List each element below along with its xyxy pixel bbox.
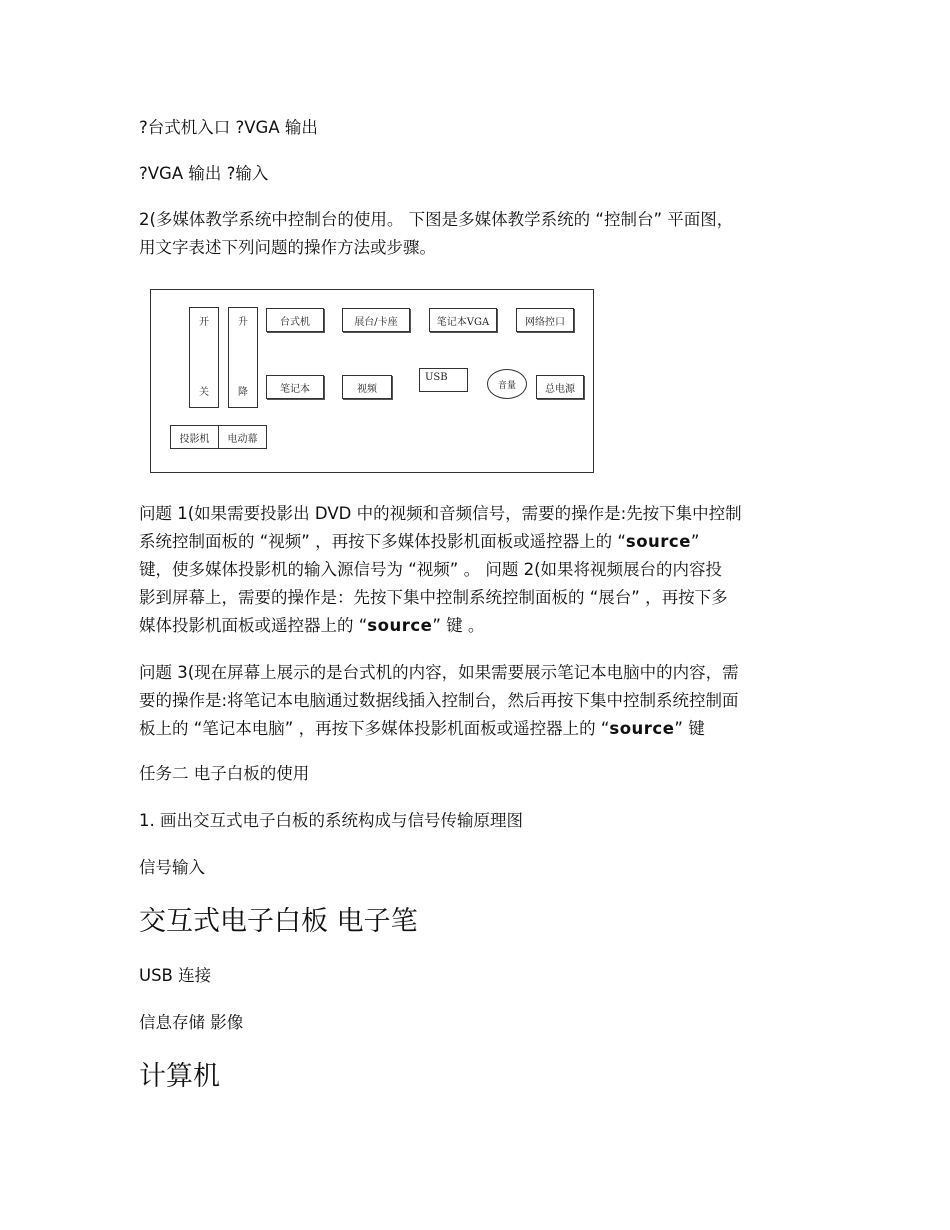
laptop-vga-button: 笔记本VGA xyxy=(429,308,497,332)
item-1-text: 1. 画出交互式电子白板的系统构成与信号传输原理图 xyxy=(139,811,523,830)
network-port-button: 网络控口 xyxy=(516,308,574,332)
question-2-line-2: 用文字表述下列问题的操作方法或步骤。 xyxy=(139,238,436,257)
p1-line-c: 键，使多媒体投影机的输入源信号为 “视频” 。 问题 2(如果将视频展台的内容投 xyxy=(139,560,723,579)
projector-button: 投影机 xyxy=(170,425,219,449)
source-keyword: source xyxy=(609,719,675,738)
p1-line-b-text: 系统控制面板的 “视频” ，再按下多媒体投影机面板或遥控器上的 “ xyxy=(139,532,626,551)
switch-top-label: 开 xyxy=(199,317,209,328)
console-diagram xyxy=(150,289,594,473)
text-line-vga-output: ?VGA 输出 ?输入 xyxy=(139,164,269,183)
question-2-intro xyxy=(139,206,811,262)
volume-knob: 音量 xyxy=(487,369,527,399)
p1-line-b-quote: ” xyxy=(690,532,700,551)
questions-1-2-paragraph xyxy=(139,500,811,640)
usb-port: USB xyxy=(419,368,468,392)
signal-input-label: 信号输入 xyxy=(139,858,205,877)
p2-line-c xyxy=(139,715,811,743)
master-power-button: 总电源 xyxy=(536,375,584,399)
booth-deck-button: 展台/卡座 xyxy=(342,308,410,332)
whiteboard-pen-heading: 交互式电子白板 电子笔 xyxy=(139,906,418,937)
p2-line-b: 要的操作是:将笔记本电脑通过数据线插入控制台，然后再按下集中控制系统控制面 xyxy=(139,691,739,710)
lift-bottom-label: 降 xyxy=(238,387,248,398)
video-button: 视频 xyxy=(342,375,392,399)
p1-line-a: 问题 1(如果需要投影出 DVD 中的视频和音频信号，需要的操作是:先按下集中控制 xyxy=(139,504,742,523)
p1-line-e xyxy=(139,612,811,640)
screen-button: 电动幕 xyxy=(218,425,267,449)
usb-connect-label: USB 连接 xyxy=(139,966,212,985)
source-keyword: source xyxy=(625,532,691,551)
lift-control-box xyxy=(228,307,258,408)
p1-line-d: 影到屏幕上，需要的操作是：先按下集中控制系统控制面板的 “展台” ，再按下多 xyxy=(139,588,728,607)
question-2-line-1: 2(多媒体教学系统中控制台的使用。 下图是多媒体教学系统的 “控制台” 平面图， xyxy=(139,210,734,229)
text-line-desktop-input: ?台式机入口 ?VGA 输出 xyxy=(139,118,318,137)
power-switch-box xyxy=(189,307,219,408)
p1-line-b xyxy=(139,528,811,556)
source-keyword: source xyxy=(367,616,433,635)
question-3-paragraph xyxy=(139,659,811,743)
computer-heading: 计算机 xyxy=(139,1061,220,1092)
p2-line-c-text: 板上的 “笔记本电脑” ，再按下多媒体投影机面板或遥控器上的 “ xyxy=(139,719,610,738)
p2-line-a: 问题 3(现在屏幕上展示的是台式机的内容，如果需要展示笔记本电脑中的内容，需 xyxy=(139,663,739,682)
p1-line-e-end: ” 键 。 xyxy=(432,616,485,635)
p2-line-c-end: ” 键 xyxy=(674,719,705,738)
lift-top-label: 升 xyxy=(238,317,248,328)
storage-image-label: 信息存储 影像 xyxy=(139,1013,244,1032)
desktop-button: 台式机 xyxy=(266,308,324,332)
switch-bottom-label: 关 xyxy=(199,387,209,398)
laptop-button: 笔记本 xyxy=(266,375,324,399)
p1-line-e-text: 媒体投影机面板或遥控器上的 “ xyxy=(139,616,368,635)
task-2-heading: 任务二 电子白板的使用 xyxy=(139,764,310,783)
